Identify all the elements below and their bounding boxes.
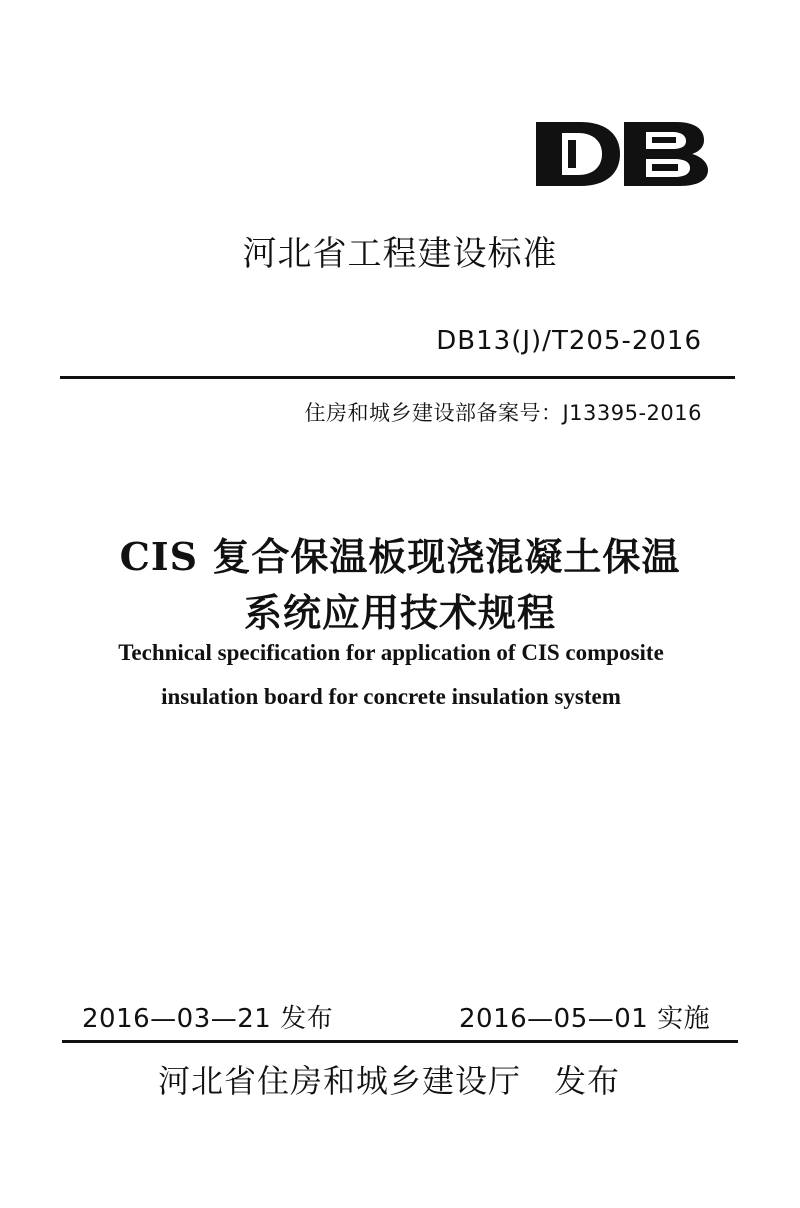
title-en-line2: insulation board for concrete insulation system <box>161 684 621 709</box>
standard-type: 河北省工程建设标准 <box>242 234 558 274</box>
divider <box>62 1040 738 1043</box>
issuer: 河北省住房和城乡建设厅 发布 <box>158 1062 621 1100</box>
title-zh-line1: CIS 复合保温板现浇混凝土保温 <box>119 534 681 579</box>
divider <box>60 376 735 379</box>
title-en-line1: Technical specification for application of CIS composite <box>118 640 664 665</box>
filing-number: 住房和城乡建设部备案号：J13395-2016 <box>304 401 702 425</box>
implement-date: 2016—05—01 实施 <box>459 1004 711 1034</box>
db-logo-icon <box>534 114 710 188</box>
title-zh-line2: 系统应用技术规程 <box>243 590 556 635</box>
standard-code: DB13(J)/T205-2016 <box>436 326 702 356</box>
issue-date: 2016—03—21 发布 <box>82 1004 334 1034</box>
